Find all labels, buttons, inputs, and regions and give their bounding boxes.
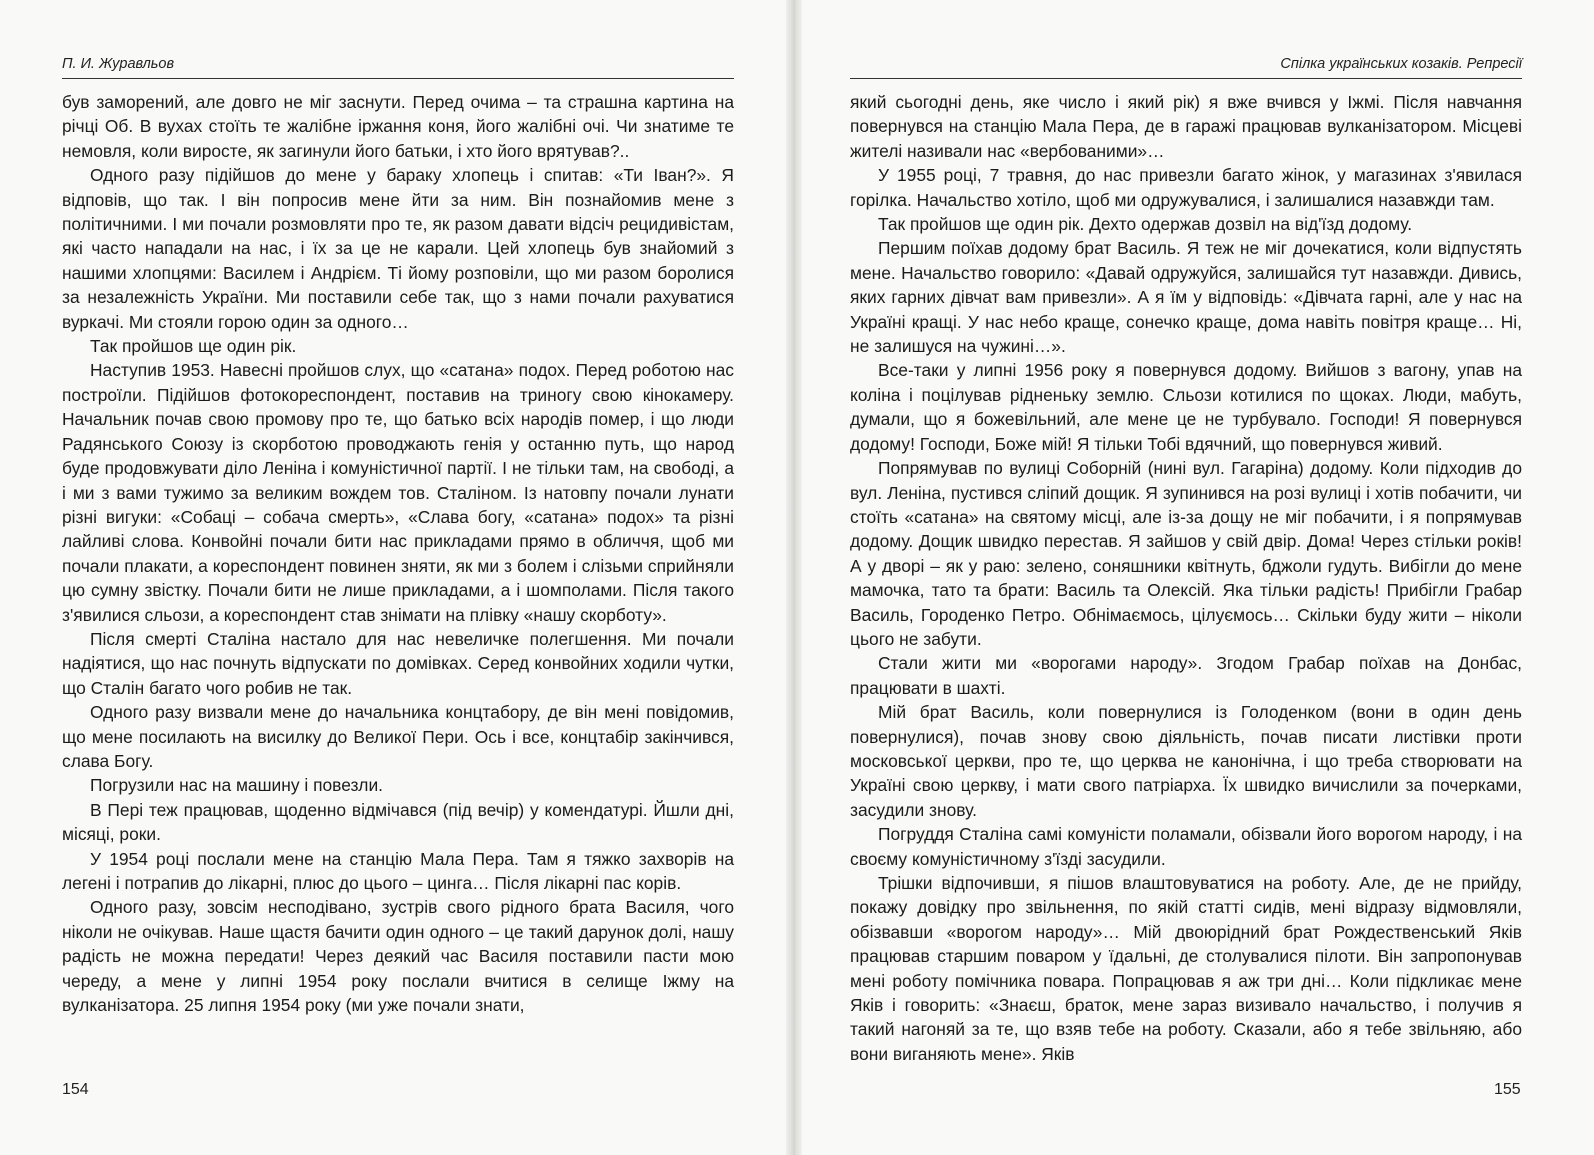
left-page xyxy=(0,0,790,1155)
paragraph: Одного разу підійшов до мене у бараку хлопець і спитав: «Ти Іван?». Я відповів, що так. І він попросив мене йти за ним. Він познайомив мене з політичними. І ми почали розмовляти про те, як разом давати відсіч рецидивістам, які часто нападали на нас, і їх за це не карали. Цей хлопець був знайомий з нашими хлопцями: Василем і Андрієм. Ті йому розповіли, що ми разом боролися за незалежність України. Ми поставили себе так, що з нами почали рахуватися вуркачі. Ми стояли горою один за одного… xyxy=(62,165,734,332)
page-number-left: 154 xyxy=(62,1081,89,1098)
running-header-author: П. И. Журавльов xyxy=(62,56,734,79)
paragraph: Стали жити ми «ворогами народу». Згодом Грабар поїхав на Донбас, працювати в шахті. xyxy=(850,653,1522,698)
paragraph: Попрямував по вулиці Соборній (нині вул. Гагаріна) додому. Коли підходив до вул. Леніна, пустився сліпий дощик. Я зупинився на розі вулиці і хотів побачити, чи стоїть «сатана» на святому місці, але із-за дощу не міг побачити, і я попрямував додому. Дощик швидко перестав. Я зайшов у свій двір. Дома! Через стільки років! А у дворі – як у раю: зелено, соняшники квітнуть, бджоли гудуть. Вибігли до мене мамочка, тато та брати: Василь та Олексій. Яка тільки радість! Прибігли Грабар Василь, Городенко Петро. Обнімаємось, цілуємось… Скільки буду жити – ніколи цього не забути. xyxy=(850,458,1522,649)
running-header-section: Спілка українських козаків. Репресії xyxy=(850,56,1522,79)
paragraph: Так пройшов ще один рік. xyxy=(90,336,297,357)
paragraph: Одного разу, зовсім несподівано, зустрів свого рідного брата Василя, чого ніколи не очікував. Наше щастя бачити один одного – це такий дарунок долі, нашу радість не можна передати! Через деякий час Василя поставили пасти мою череду, а мене у липні 1954 року послали вчитися в селище Іжму на вулканізатора. 25 липня 1954 року (ми уже почали знати, xyxy=(62,897,734,1016)
paragraph: був заморений, але довго не міг заснути. Перед очима – та страшна картина на річці Об. В вухах стоїть те жалібне іржання коня, його жалібні очі. Чи знатиме те немовля, коли виросте, як загинули його батьки, і хто його врятував?.. xyxy=(62,92,734,161)
paragraph: В Пері теж працював, щоденно відмічався (під вечір) у комендатурі. Йшли дні, місяці, роки. xyxy=(62,799,734,845)
right-page xyxy=(796,0,1594,1155)
paragraph: Погрузили нас на машину і повезли. xyxy=(90,775,383,796)
right-page-body xyxy=(850,90,1522,1066)
paragraph: Трішки відпочивши, я пішов влаштовуватися на роботу. Але, де не прийду, покажу довідку про звільнення, по якій статті сидів, мені відразу відмовляли, обізвавши «ворогом народу»… Мій двоюрідний брат Рождественський Яків працював старшим поваром у їдальні, де столувалися пілоти. Він запропонував мені роботу помічника повара. Попрацював я аж три дні… Коли підкликає мене Яків і говорить: «Знаєш, браток, мене зараз визивало начальство, і получив я такий нагоняй за те, що взяв тебе на роботу. Сказали, або я тебе звільняю, або вони виганяють мене». Яків xyxy=(850,873,1522,1064)
paragraph: Наступив 1953. Навесні пройшов слух, що «сатана» подох. Перед роботою нас построїли. Підійшов фотокореспондент, поставив на триногу свою кінокамеру. Начальник почав свою промову про те, що батько всіх народів помер, і що люди Радянського Союзу із скорботою проводжають генія у останню путь, що народ буде продовжувати діло Леніна і комуністичної партії. І не тільки там, на свободі, а і ми з вами тужимо за великим вождем тов. Сталіном. Із натовпу почали лунати різні вигуки: «Собаці – собача смерть», «Слава богу, «сатана» подох» та різні лайливі слова. Конвойні почали бити нас прикладами прямо в обличчя, щоб ми почали плакати, а кореспондент повинен зняти, як ми з болем і слізьми сприйняли цю сумну звістку. Почали бити не лише прикладами, а і шомполами. Після такого з'явилися сльози, а кореспондент став знімати на плівку «нашу скорботу». xyxy=(62,360,734,625)
paragraph: Погруддя Сталіна самі комуністи поламали, обізвали його ворогом народу, і на своєму комуністичному з'їзді засудили. xyxy=(850,824,1522,869)
paragraph: Все-таки у липні 1956 року я повернувся додому. Вийшов з вагону, упав на коліна і поцілував рідненьку землю. Сльози котилися по щоках. Люди, мабуть, думали, що я божевільний, але мене це не турбувало. Господи! Я повернувся додому! Господи, Боже мій! Я тільки Тобі вдячний, що повернувся живий. xyxy=(850,360,1522,454)
paragraph: Одного разу визвали мене до начальника концтабору, де він мені повідомив, що мене посилають на висилку до Великої Пери. Ось і все, концтабір закінчився, слава Богу. xyxy=(62,702,734,771)
paragraph: Так пройшов ще один рік. Дехто одержав дозвіл на від'їзд додому. xyxy=(878,214,1413,235)
paragraph: Після смерті Сталіна настало для нас невеличке полегшення. Ми почали надіятися, що нас почнуть відпускати по домівках. Серед конвойних ходили чутки, що Сталін багато чого робив не так. xyxy=(62,628,734,698)
book-gutter xyxy=(786,0,802,1155)
page-number-right: 155 xyxy=(1494,1081,1521,1098)
paragraph: Першим поїхав додому брат Василь. Я теж не міг дочекатися, коли відпустять мене. Начальство говорило: «Давай одружуйся, залишайся тут назавжди. Дивись, яких гарних дівчат вам привезли». А я їм у відповідь: «Дівчата гарні, але у нас на Україні кращі. У нас небо краще, сонечко краще, дома навіть повітря краще… Ні, не залишуся на чужині…». xyxy=(850,238,1522,357)
paragraph: Мій брат Василь, коли повернулися із Голоденком (вони в один день повернулися), почав знову свою діяльність, почав писати листівки проти московської церкви, про те, що церква не канонічна, і що треба створювати на Україні свою церкву, і мати свого патріарха. Їх швидко вичислили за почерками, засудили знову. xyxy=(850,702,1522,820)
paragraph: У 1955 році, 7 травня, до нас привезли багато жінок, у магазинах з'явилася горілка. Начальство хотіло, щоб ми одружувалися, і залишалися назавжди там. xyxy=(850,165,1522,210)
left-page-body xyxy=(62,90,734,1017)
paragraph: який сьогодні день, яке число і який рік) я вже вчився у Іжмі. Після навчання повернувся на станцію Мала Пера, де в гаражі працював вулканізатором. Місцеві жителі називали нас «вербованими»… xyxy=(850,92,1522,161)
paragraph: У 1954 році послали мене на станцію Мала Пера. Там я тяжко захворів на легені і потрапив до лікарні, плюс до цього – цинга… Після лікарні пас корів. xyxy=(62,848,734,893)
